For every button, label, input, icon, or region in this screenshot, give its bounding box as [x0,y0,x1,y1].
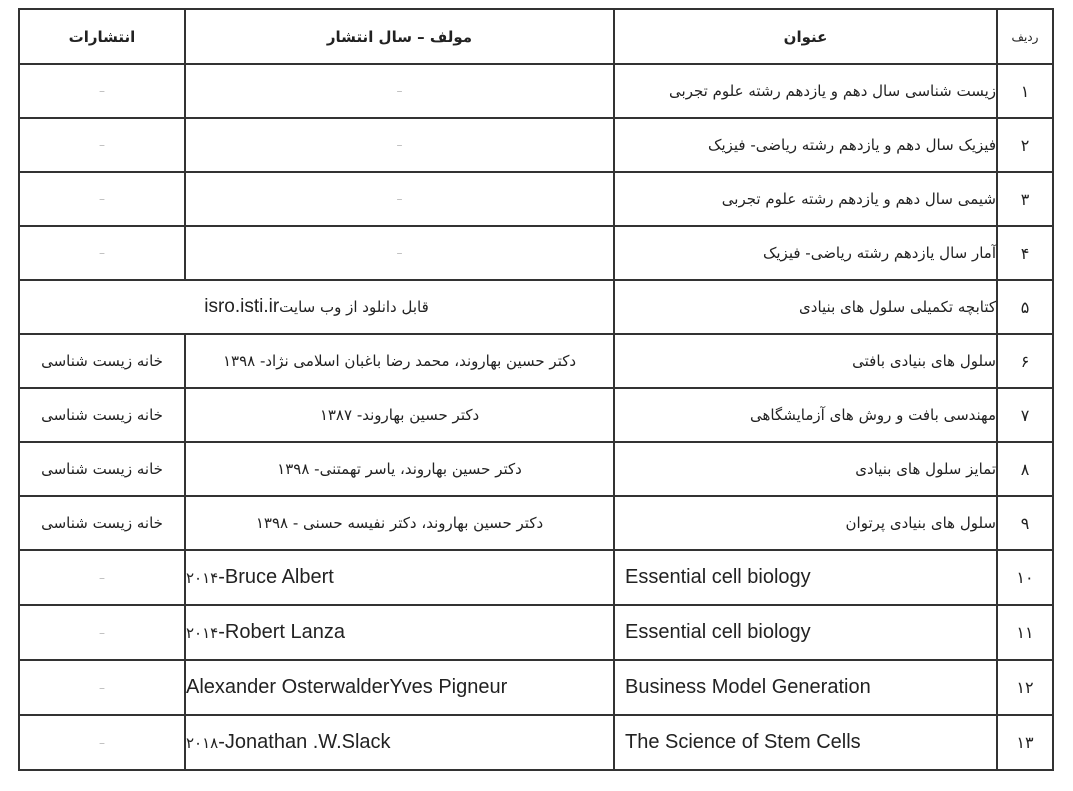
table-row [19,605,1053,660]
row-publisher: خانه زیست شناسی [19,442,185,496]
row-number: ۱۱ [997,605,1053,660]
row-title: کتابچه تکمیلی سلول های بنیادی [614,280,997,334]
row-author: دکتر حسین بهاروند- ۱۳۸۷ [185,388,614,442]
header-title: عنوان [614,9,997,64]
row-title: The Science of Stem Cells [614,715,997,770]
row-publisher: خانه زیست شناسی [19,496,185,550]
row-number: ۲ [997,118,1053,172]
row-title: سلول های بنیادی پرتوان [614,496,997,550]
row-publisher: – [19,226,185,280]
row-publisher: – [19,550,185,605]
table-row [19,496,1053,550]
row-author: دکتر حسین بهاروند، دکتر نفیسه حسنی - ۱۳۹۸ [185,496,614,550]
table-row [19,660,1053,715]
row-publisher: خانه زیست شناسی [19,334,185,388]
row-author-name: -Bruce Albert [218,566,334,588]
header-publisher: انتشارات [19,9,185,64]
table-row [19,388,1053,442]
table-row [19,280,1053,334]
row-number: ۱ [997,64,1053,118]
reference-table [18,8,1054,771]
row-number: ۱۳ [997,715,1053,770]
row-number: ۶ [997,334,1053,388]
row-publisher: خانه زیست شناسی [19,388,185,442]
row-number: ۴ [997,226,1053,280]
row-author [185,605,614,660]
row-publisher: – [19,118,185,172]
row-author: – [185,118,614,172]
table-row [19,442,1053,496]
download-note [19,280,614,334]
table-row [19,172,1053,226]
header-row [19,9,1053,64]
row-title: Essential cell biology [614,605,997,660]
row-title: آمار سال یازدهم رشته ریاضی- فیزیک [614,226,997,280]
table-row [19,118,1053,172]
download-site-link[interactable]: isro.isti.ir [204,296,280,317]
row-publisher: – [19,64,185,118]
row-author-year: ۲۰۱۴ [186,570,219,587]
row-author-year: ۲۰۱۸ [186,735,219,752]
row-author-year: ۲۰۱۴ [186,625,219,642]
row-title: Business Model Generation [614,660,997,715]
table-row [19,715,1053,770]
header-author: مولف – سال انتشار [185,9,614,64]
row-author: دکتر حسین بهاروند، محمد رضا باغبان اسلامی نژاد- ۱۳۹۸ [185,334,614,388]
row-number: ۹ [997,496,1053,550]
row-author [185,715,614,770]
table-row [19,334,1053,388]
row-publisher: – [19,172,185,226]
row-author: – [185,172,614,226]
row-author [185,660,614,715]
row-publisher: – [19,715,185,770]
header-radif: ردیف [997,9,1053,64]
row-number: ۱۲ [997,660,1053,715]
row-author: دکتر حسین بهاروند، یاسر تهمتنی- ۱۳۹۸ [185,442,614,496]
download-note-text: قابل دانلود از وب سایت [279,298,429,316]
row-author: – [185,226,614,280]
row-number: ۸ [997,442,1053,496]
table-row [19,64,1053,118]
table-row [19,226,1053,280]
row-author-name: -Robert Lanza [218,621,345,643]
row-publisher: – [19,605,185,660]
row-title: مهندسی بافت و روش های آزمایشگاهی [614,388,997,442]
row-author-name: Alexander OsterwalderYves Pigneur [186,676,508,698]
row-title: Essential cell biology [614,550,997,605]
table-row [19,550,1053,605]
row-author: – [185,64,614,118]
row-number: ۳ [997,172,1053,226]
row-number: ۷ [997,388,1053,442]
row-title: فیزیک سال دهم و یازدهم رشته ریاضی- فیزیک [614,118,997,172]
row-title: زیست شناسی سال دهم و یازدهم رشته علوم تجربی [614,64,997,118]
row-author [185,550,614,605]
row-number: ۵ [997,280,1053,334]
row-title: تمایز سلول های بنیادی [614,442,997,496]
row-title: شیمی سال دهم و یازدهم رشته علوم تجربی [614,172,997,226]
row-title: سلول های بنیادی بافتی [614,334,997,388]
row-publisher: – [19,660,185,715]
row-author-name: -Jonathan .W.Slack [218,731,391,753]
row-number: ۱۰ [997,550,1053,605]
